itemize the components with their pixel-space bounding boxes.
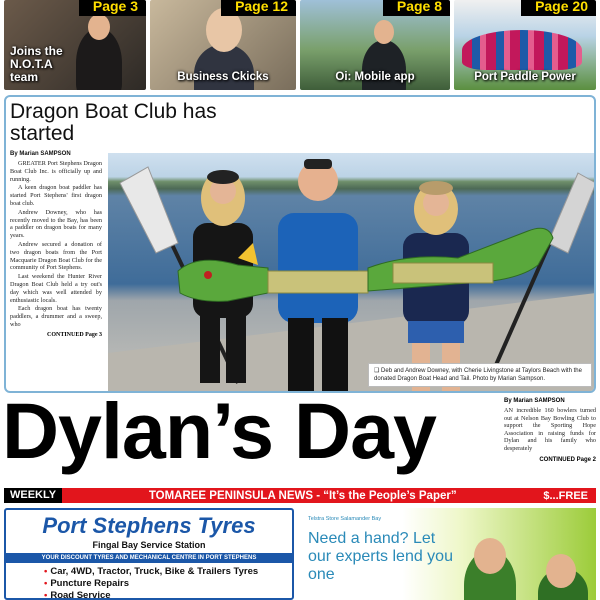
- tyres-ad-services: [6, 566, 292, 600]
- story-continued-link[interactable]: CONTINUED Page 3: [47, 331, 102, 338]
- teaser-paddle-power[interactable]: [454, 0, 596, 90]
- person-deb-leg: [200, 313, 220, 383]
- story-headline[interactable]: Dragon Boat Club has started: [10, 100, 217, 145]
- dylans-day-headline[interactable]: Dylan’s Day: [2, 386, 436, 475]
- dragon-boat-story: [4, 95, 596, 393]
- dragon-boat-illustration: [108, 153, 596, 391]
- paddle-blade: [548, 173, 596, 253]
- story-column: [6, 97, 217, 391]
- masthead-banner: [4, 488, 596, 503]
- person-deb-cap: [207, 170, 239, 184]
- teaser-nota[interactable]: [4, 0, 146, 90]
- person-andrew-leg: [288, 318, 314, 391]
- camera-icon: ❑: [374, 368, 382, 374]
- teaser-caption: Joins the N.O.T.A team: [10, 44, 63, 84]
- teaser-page-label: Page 20: [521, 0, 596, 16]
- tyres-ad-service-item: • Road Service: [44, 590, 292, 600]
- paddle-blade: [120, 167, 178, 253]
- story-byline: By Marian SAMPSON: [10, 151, 71, 157]
- person-andrew-sunglasses: [304, 159, 332, 169]
- dragon-head-eye: [204, 271, 212, 279]
- telstra-ad-person-head: [474, 538, 506, 574]
- teaser-page-label: Page 3: [79, 0, 146, 16]
- story-body: [10, 160, 102, 329]
- weekly-label: WEEKLY: [4, 488, 62, 503]
- person-andrew: [278, 213, 358, 323]
- teaser-page-label: Page 8: [383, 0, 450, 16]
- teaser-photo-head: [88, 14, 110, 40]
- dylans-day-column: [504, 398, 596, 463]
- tyres-ad-subtitle: Fingal Bay Service Station: [92, 540, 206, 550]
- story-paragraph: GREATER Port Stephens Dragon Boat Club Inc. is officially up and running.: [10, 160, 102, 183]
- teaser-page-label: Page 12: [221, 0, 296, 16]
- story-paragraph: Each dragon boat has twenty paddlers, a drummer and a sweep, who: [10, 305, 102, 328]
- teaser-caption: Business Ckicks: [177, 71, 269, 83]
- story-paragraph: Andrew Downey, who has recently moved to the Bay, has been a paddler on dragon boats for many years.: [10, 208, 102, 240]
- telstra-ad-message: Need a hand? Let our experts lend you one: [308, 530, 453, 583]
- person-deb-leg: [226, 313, 246, 383]
- telstra-advertisement[interactable]: [298, 508, 596, 600]
- teaser-business[interactable]: [150, 0, 296, 90]
- telstra-ad-store: Telstra Store Salamander Bay: [308, 516, 382, 522]
- dylans-day-byline: By Marian SAMPSON: [504, 398, 565, 404]
- dragon-boat-photo: [108, 153, 596, 391]
- teaser-photo-head: [374, 20, 394, 44]
- price-label: $...FREE: [543, 489, 588, 502]
- story-paragraph: A keen dragon boat paddler has started Port Stephens' first dragon boat club.: [10, 184, 102, 207]
- dragon-head: [178, 260, 268, 301]
- person-cherie-hat: [419, 181, 453, 195]
- tyres-ad-service-item: • Puncture Repairs: [44, 578, 292, 590]
- photo-caption: [368, 363, 592, 387]
- story-paragraph: Last weekend the Hunter River Dragon Boat Club held a try out's day which was well attended by enthusiastic locals.: [10, 273, 102, 304]
- person-andrew-leg: [322, 318, 348, 391]
- dylans-day-body: AN incredible 160 bowlers turned out at Nelson Bay Bowling Club to support the Sporting Hope Association in raising funds for Dylan and his family who desperately: [504, 407, 596, 452]
- teaser-caption: Oi: Mobile app: [335, 71, 415, 83]
- dylans-day-continued-link[interactable]: CONTINUED Page 2: [539, 456, 596, 463]
- photo-caption-text: Deb and Andrew Downey, with Cherie Livingstone at Taylors Beach with the donated Dragon Boat Head and Tail. Photo by Marian Sampson.: [374, 368, 582, 382]
- teaser-caption: Port Paddle Power: [474, 71, 576, 83]
- tyres-advertisement[interactable]: [4, 508, 294, 600]
- telstra-ad-person-head: [546, 554, 576, 588]
- tyres-ad-title: Port Stephens Tyres: [42, 513, 256, 538]
- tyres-ad-strip: YOUR DISCOUNT TYRES AND MECHANICAL CENTRE IN PORT STEPHENS: [6, 553, 292, 563]
- dragon-tail-scales: [393, 263, 493, 283]
- person-cherie-shorts: [408, 321, 464, 343]
- teaser-photo-team: [462, 30, 582, 70]
- teaser-strip: [0, 0, 600, 95]
- masthead-title: TOMAREE PENINSULA NEWS - “It’s the People’s Paper”: [148, 489, 457, 502]
- tyres-ad-service-item: • Car, 4WD, Tractor, Truck, Bike & Trailers Tyres: [44, 566, 292, 578]
- teaser-mobile-app[interactable]: [300, 0, 450, 90]
- story-paragraph: Andrew secured a donation of two dragon boats from the Port Macquarie Dragon Boat Club for the community of Port Stephens.: [10, 240, 102, 272]
- dragon-neck-scales: [268, 271, 368, 293]
